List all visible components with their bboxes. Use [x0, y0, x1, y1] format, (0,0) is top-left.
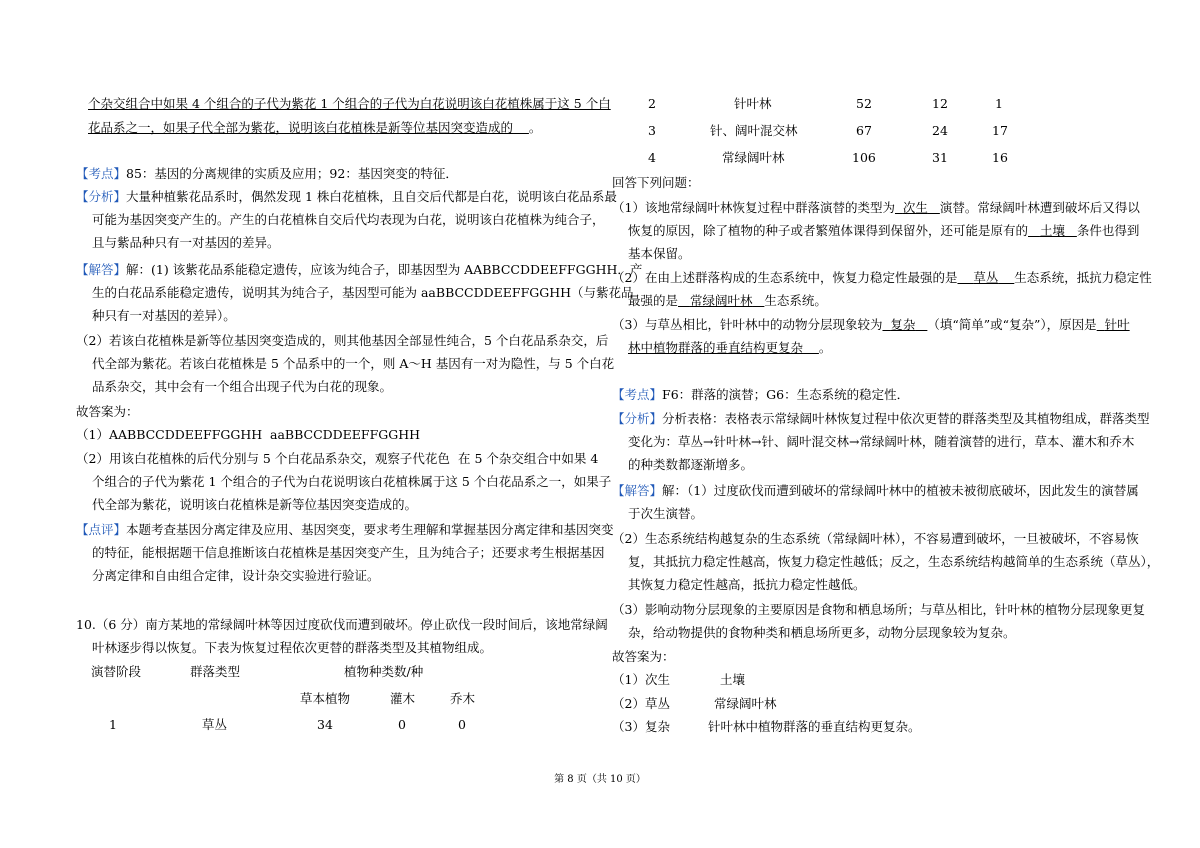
row4-stage: 4 — [648, 150, 656, 165]
q3-blank-2a: 针叶 — [1104, 317, 1130, 332]
th-stage: 演替阶段 — [91, 664, 142, 679]
intro-line-2 — [88, 118, 541, 138]
r-fenxi-line-2: 变化为：草丛→针叶林→针、阔叶混交林→常绿阔叶林，随着演替的进行，草本、灌木和乔木 — [628, 434, 1135, 449]
fenxi-line-3: 且与紫品种只有一对基因的差异。 — [92, 235, 280, 250]
r-kaodian-text: F6：群落的演替；G6：生态系统的稳定性． — [662, 387, 910, 402]
q3-line-2 — [628, 338, 831, 358]
answer-1 — [76, 425, 262, 445]
row3-herb: 67 — [856, 123, 872, 138]
q1-a: （1）该地常绿阔叶林恢复过程中群落演替的类型为 — [612, 200, 895, 215]
question-10-line-1: 10.（6 分）南方某地的常绿阔叶林等因过度砍伐而遭到破坏。停止砍伐一段时间后，该地常绿阔 — [76, 617, 608, 632]
r-kaodian — [612, 385, 909, 405]
row1-herb: 34 — [317, 717, 333, 732]
kaodian-tag: 【考点】 — [76, 166, 127, 181]
jieda — [76, 260, 642, 280]
q2-blank-1: 草丛 — [973, 270, 999, 285]
q2-b: 生态系统，抵抗力稳定性 — [1014, 270, 1152, 285]
th-tree: 乔木 — [450, 691, 476, 706]
dianping — [76, 520, 614, 540]
r-answer-1-b: 土壤 — [720, 672, 746, 687]
fenxi-line-1: 大量种植紫花品系时，偶然发现 1 株白花植株，且自交后代都是白花，说明该白花品系最 — [126, 189, 617, 204]
row1-stage: 1 — [109, 717, 117, 732]
r-jieda-line-2: 于次生演替。 — [628, 506, 704, 521]
answer-2-line-1b: 在 5 个杂交组合中如果 4 — [458, 451, 599, 466]
r-answer-2-b: 常绿阔叶林 — [714, 696, 777, 711]
row2-type: 针叶林 — [734, 96, 772, 111]
row4-shrub: 31 — [932, 150, 948, 165]
jieda-line-5: 代全部为紫花。若该白花植株是 5 个品系中的一个，则 A～H 基因有一对为隐性，与 5 个白花 — [92, 356, 615, 371]
r-jieda-line-7: 杂，给动物提供的食物种类和栖息场所更多，动物分层现象较为复杂。 — [628, 625, 1016, 640]
row1-shrub: 0 — [398, 717, 406, 732]
q1-line-3: 基本保留。 — [628, 246, 691, 261]
jieda-line-3: 种只有一对基因的差异）。 — [92, 308, 236, 323]
r-jieda-tag: 【解答】 — [612, 483, 663, 498]
q1-b: 演替。常绿阔叶林遭到破坏后又得以 — [939, 200, 1140, 215]
q1-blank-1: 次生 — [902, 200, 928, 215]
r-fenxi-tag: 【分析】 — [612, 411, 663, 426]
answer-1-a: AABBCCDDEEFFGGHH — [108, 427, 263, 442]
row4-herb: 106 — [852, 150, 876, 165]
intro-line-2-text: 花品系之一，如果子代全部为紫花，说明该白花植株是新等位基因突变造成的 — [88, 120, 514, 135]
jieda-line-2: 生的白花品系能稳定遗传，说明其为纯合子，基因型可能为 aaBBCCDDEEFFGGHH（与紫花品 — [92, 285, 634, 300]
q2-d: 生态系统。 — [764, 293, 827, 308]
r-fenxi-line-3: 的种类数都逐渐增多。 — [628, 457, 754, 472]
q1-line-2 — [628, 221, 1139, 241]
q3-tail: 。 — [818, 340, 832, 355]
q2-c: 最强的是 — [628, 293, 679, 308]
kaodian-text: 85：基因的分离规律的实质及应用；92：基因突变的特征． — [126, 166, 458, 181]
r-kaodian-tag: 【考点】 — [612, 387, 663, 402]
answer-title: 故答案为： — [76, 404, 139, 419]
q3-line-1 — [612, 315, 1130, 335]
r-jieda — [612, 481, 1139, 501]
row1-tree: 0 — [458, 717, 466, 732]
kaodian — [76, 164, 458, 184]
row4-type: 常绿阔叶林 — [722, 150, 785, 165]
r-fenxi-line-1: 分析表格：表格表示常绿阔叶林恢复过程中依次更替的群落类型及其植物组成，群落类型 — [662, 411, 1150, 426]
r-answer-2-a: （2）草丛 — [612, 696, 670, 711]
fenxi — [76, 187, 617, 207]
q3-blank-1: 复杂 — [890, 317, 916, 332]
row2-tree: 1 — [995, 96, 1003, 111]
row3-stage: 3 — [648, 123, 656, 138]
jieda-line-6: 品系杂交，其中会有一个组合出现子代为白花的现象。 — [92, 379, 393, 394]
row1-type: 草丛 — [202, 717, 228, 732]
page-footer: 第 8 页（共 10 页） — [554, 774, 646, 785]
q1-d: 条件也得到 — [1076, 223, 1140, 238]
r-jieda-line-3: （2）生态系统结构越复杂的生态系统（常绿阔叶林），不容易遭到破坏，一旦被破坏，不容易恢 — [612, 531, 1139, 546]
dianping-line-3: 分离定律和自由组合定律，设计杂交实验进行验证。 — [92, 568, 380, 583]
intro-line-1: 个杂交组合中如果 4 个组合的子代为紫花 1 个组合的子代为白花说明该白花植株属于这 5 个白 — [88, 96, 611, 111]
r-jieda-line-5: 其恢复力稳定性越高，抵抗力稳定性越低。 — [628, 577, 866, 592]
prompt: 回答下列问题： — [612, 175, 700, 190]
th-type: 群落类型 — [190, 664, 241, 679]
jieda-line-1: 解：(1) 该紫花品系能稳定遗传，应该为纯合子，即基因型为 AABBCCDDEEFFGGHH．产 — [126, 262, 643, 277]
r-answer-title: 故答案为： — [612, 649, 675, 664]
row3-shrub: 24 — [932, 123, 948, 138]
dianping-tag: 【点评】 — [76, 522, 127, 537]
intro-line-2-tail: 。 — [528, 120, 542, 135]
dianping-line-2: 的特征，能根据题干信息推断该白花植株是基因突变产生，且为纯合子；还要求考生根据基因 — [92, 545, 605, 560]
r-fenxi — [612, 409, 1150, 429]
q3-b: （填“简单”或“复杂”），原因是 — [927, 317, 1097, 332]
answer-1-b: aaBBCCDDEEFFGGHH — [270, 427, 421, 442]
q2-line-2 — [628, 291, 827, 311]
row3-tree: 17 — [992, 123, 1008, 138]
q2-blank-2: 常绿阔叶林 — [689, 293, 753, 308]
th-herb: 草本植物 — [300, 691, 351, 706]
row4-tree: 16 — [992, 150, 1008, 165]
row3-type: 针、阔叶混交林 — [710, 123, 798, 138]
r-answer-3-b: 针叶林中植物群落的垂直结构更复杂。 — [708, 719, 921, 734]
q1-line-1 — [612, 198, 1140, 218]
r-jieda-line-4: 复，其抵抗力稳定性越高，恢复力稳定性越低；反之，生态系统结构越简单的生态系统（草丛）， — [628, 554, 1160, 569]
q3-a: （3）与草丛相比，针叶林中的动物分层现象较为 — [612, 317, 883, 332]
fenxi-line-2: 可能为基因突变产生的。产生的白花植株自交后代均表现为白花，说明该白花植株为纯合子， — [92, 212, 605, 227]
r-answer-1-a: （1）次生 — [612, 672, 670, 687]
jieda-tag: 【解答】 — [76, 262, 127, 277]
fenxi-tag: 【分析】 — [76, 189, 127, 204]
q2-line-1 — [612, 268, 1152, 288]
q1-c: 恢复的原因，除了植物的种子或者繁殖体课得到保留外，还可能是原有的 — [628, 223, 1029, 238]
r-jieda-line-6: （3）影响动物分层现象的主要原因是食物和栖息场所；与草丛相比，针叶林的植物分层现象更复 — [612, 602, 1145, 617]
r-answer-3-a: （3）复杂 — [612, 719, 670, 734]
row2-shrub: 12 — [932, 96, 948, 111]
row2-herb: 52 — [856, 96, 872, 111]
jieda-line-4: （2）若该白花植株是新等位基因突变造成的，则其他基因全部显性纯合，5 个白花品系杂交，后 — [76, 333, 609, 348]
q2-a: （2）在由上述群落构成的生态系统中，恢复力稳定性最强的是 — [612, 270, 958, 285]
th-shrub: 灌木 — [390, 691, 416, 706]
answer-1-num: （1） — [76, 427, 109, 442]
q3-blank-2b: 林中植物群落的垂直结构更复杂 — [628, 340, 804, 355]
th-species: 植物种类数/种 — [344, 664, 424, 679]
row2-stage: 2 — [648, 96, 656, 111]
dianping-line-1: 本题考查基因分离定律及应用、基因突变，要求考生理解和掌握基因分离定律和基因突变 — [126, 522, 614, 537]
answer-2-line-2: 个组合的子代为紫花 1 个组合的子代为白花说明该白花植株属于这 5 个白花品系之一，如果子 — [92, 474, 612, 489]
answer-2-line-1: （2）用该白花植株的后代分别与 5 个白花品系杂交，观察子代花色 — [76, 451, 450, 466]
answer-2-line-3: 代全部为紫花，说明该白花植株是新等位基因突变造成的。 — [92, 497, 418, 512]
r-jieda-line-1: 解：（1）过度砍伐而遭到破坏的常绿阔叶林中的植被未被彻底破坏，因此发生的演替属 — [662, 483, 1139, 498]
q1-blank-2: 土壤 — [1039, 223, 1065, 238]
question-10-line-2: 叶林逐步得以恢复。下表为恢复过程依次更替的群落类型及其植物组成。 — [92, 640, 493, 655]
